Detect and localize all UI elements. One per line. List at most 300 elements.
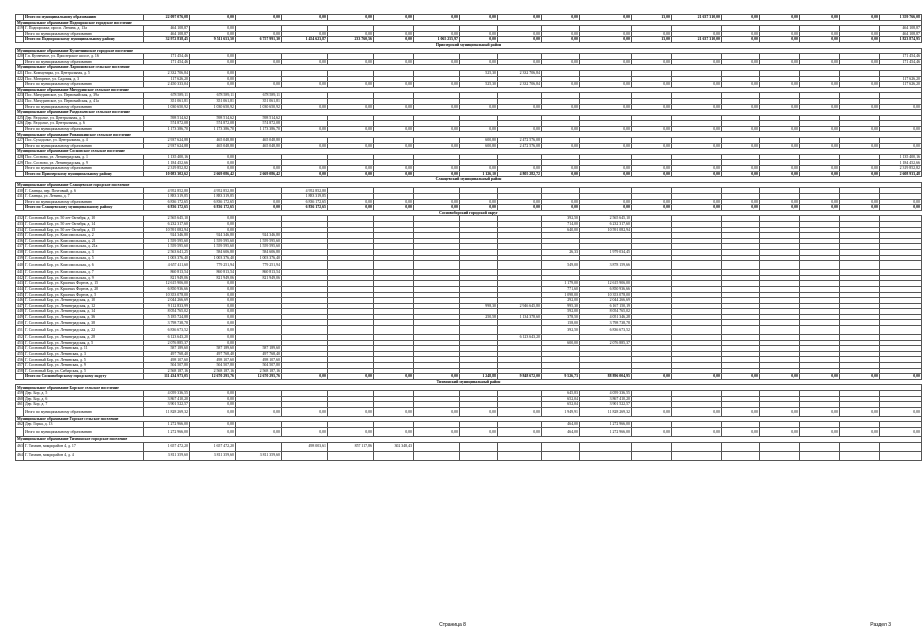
address-cell: Г. Сосновый Бор, ул. Комсомольская, д. 2 xyxy=(24,233,144,239)
amount-cell: 1 179,00 xyxy=(542,281,580,287)
amount-cell: 1 135 400,16 xyxy=(880,154,922,160)
amount-cell: 0,00 xyxy=(460,59,498,65)
amount-cell xyxy=(840,261,880,270)
amount-cell: 0,00 xyxy=(328,407,374,416)
amount-cell: 924 346,80 xyxy=(190,233,236,239)
amount-cell: 4 805 282,72 xyxy=(498,171,542,177)
amount-cell: 6 836 172,65 xyxy=(190,205,236,211)
address-cell: Г. Сосновый Бор, ул. 50 лет Октября, д. 10 xyxy=(24,216,144,222)
amount-cell: 0,00 xyxy=(498,104,542,110)
municipality-title: Муниципальное образование Сосновское сельское поселение xyxy=(16,149,922,155)
amount-cell: 1 657 472,20 xyxy=(144,442,190,451)
amount-cell: 0,00 xyxy=(282,171,328,177)
amount-cell: 0,00 xyxy=(328,104,374,110)
amount-cell: 0,00 xyxy=(414,427,460,436)
amount-cell: 171 454,46 xyxy=(144,54,190,60)
amount-cell: 0,00 xyxy=(460,31,498,37)
address-cell: Итого по Сланцевскому муниципальному району xyxy=(24,205,144,211)
amount-cell: 0,00 xyxy=(236,59,282,65)
row-number: 462 xyxy=(17,422,23,427)
amount-cell: 13,00 xyxy=(632,15,672,21)
amount-cell: 678 589,11 xyxy=(144,93,190,99)
amount-cell: 2 319 852,82 xyxy=(880,166,922,172)
amount-cell: 0,00 xyxy=(414,82,460,88)
amount-cell: 1 173 386,70 xyxy=(236,126,282,132)
amount-cell: 8 054 765,02 xyxy=(580,309,632,315)
amount-cell: 10 353 078,00 xyxy=(144,292,190,298)
amount-cell xyxy=(542,442,580,451)
address-cell: Итого по муниципальному образованию xyxy=(24,59,144,65)
amount-cell: 0,00 xyxy=(236,31,282,37)
row-number: 430 xyxy=(17,188,23,193)
amount-cell: 1 184 452,66 xyxy=(144,160,190,166)
amount-cell: 574 872,08 xyxy=(144,121,190,127)
row-number xyxy=(16,427,24,436)
amount-cell: 860 813,54 xyxy=(144,270,190,276)
amount-cell: 0,00 xyxy=(190,309,236,315)
amount-cell: 12 615 906,00 xyxy=(580,281,632,287)
amount-cell xyxy=(414,442,460,451)
address-cell: Дер. Раздолье, ул. Центральная, д. 6 xyxy=(24,121,144,127)
amount-cell: 0,00 xyxy=(632,82,672,88)
amount-cell: 0,00 xyxy=(542,37,580,43)
address-cell: Пос. Коммунары, ул. Центральная, д. 5 xyxy=(24,70,144,76)
amount-cell: 0,00 xyxy=(498,37,542,43)
address-cell: Итого по муниципальному образованию xyxy=(24,427,144,436)
amount-cell: 117 626,20 xyxy=(144,76,190,82)
amount-cell: 6 232 317,60 xyxy=(144,221,190,227)
amount-cell xyxy=(328,326,374,335)
municipality-title: Муниципальное образование Ромашкинское сельское поселение xyxy=(16,132,922,138)
amount-cell: 0,00 xyxy=(800,82,840,88)
amount-cell: 4 051 346,28 xyxy=(580,314,632,320)
amount-cell: 21 637 310,00 xyxy=(672,15,722,21)
amount-cell: 497 768,40 xyxy=(236,351,282,357)
amount-cell: 11 828 269,32 xyxy=(580,407,632,416)
address-cell: Пос. Сосново, ул. Ленинградская, д. 9 xyxy=(24,160,144,166)
amount-cell: 0,00 xyxy=(800,205,840,211)
amount-cell: 600,80 xyxy=(460,138,498,144)
amount-cell: 2 568 187,16 xyxy=(190,368,236,374)
amount-cell: 592,00 xyxy=(542,309,580,315)
amount-cell: 587 189,60 xyxy=(144,346,190,352)
address-cell: Г. Сосновый Бор, ул. Ленинградская, д. 28 xyxy=(24,335,144,341)
amount-cell: 0,00 xyxy=(722,59,760,65)
amount-cell xyxy=(800,261,840,270)
amount-cell: 0,00 xyxy=(580,59,632,65)
amount-cell: 0,00 xyxy=(722,31,760,37)
municipality-title: Муниципальное образование Ларионовское сельское поселение xyxy=(16,65,922,71)
amount-cell: 2 669 086,42 xyxy=(190,171,236,177)
amount-cell: 2 472 576,08 xyxy=(498,138,542,144)
amount-cell: 250,58 xyxy=(460,314,498,320)
amount-cell: 292,00 xyxy=(542,298,580,304)
amount-cell: 0,00 xyxy=(800,171,840,177)
amount-cell: 2 565 645,10 xyxy=(144,216,190,222)
row-number: 427 xyxy=(17,138,23,143)
amount-cell: 995,30 xyxy=(542,303,580,309)
amount-cell xyxy=(880,442,922,451)
address-cell: Г. Сосновый Бор, ул. Ленинградская, д. 22 xyxy=(24,326,144,335)
amount-cell: 0,00 xyxy=(460,126,498,132)
amount-cell: 0,00 xyxy=(880,126,922,132)
amount-cell: 0,00 xyxy=(880,104,922,110)
amount-cell: 3 867 410,20 xyxy=(144,396,190,402)
amount-cell xyxy=(800,451,840,460)
amount-cell: 0,00 xyxy=(236,15,282,21)
subtotal-row xyxy=(16,407,922,416)
amount-cell: 0,00 xyxy=(672,199,722,205)
amount-cell: 0,00 xyxy=(374,427,414,436)
amount-cell xyxy=(632,261,672,270)
amount-cell: 0,00 xyxy=(760,171,800,177)
amount-cell: 3 798 738,78 xyxy=(580,320,632,326)
amount-cell: 0,00 xyxy=(542,15,580,21)
amount-cell: 0,00 xyxy=(414,205,460,211)
amount-cell xyxy=(498,261,542,270)
address-cell: Дер. Бор, д. 6 xyxy=(24,396,144,402)
amount-cell: 1 126,10 xyxy=(460,171,498,177)
amount-cell: 924 346,80 xyxy=(236,233,282,239)
amount-cell: 1 883 319,85 xyxy=(282,194,328,200)
amount-cell: 0,00 xyxy=(190,76,236,82)
row-number: 439 xyxy=(17,255,23,260)
amount-cell: 5 185 724,88 xyxy=(144,314,190,320)
amount-cell xyxy=(672,451,722,460)
amount-cell xyxy=(632,451,672,460)
amount-cell: 0,00 xyxy=(190,281,236,287)
amount-cell: 0,00 xyxy=(760,407,800,416)
amount-cell xyxy=(840,326,880,335)
amount-cell: 32 972 838,45 xyxy=(144,37,190,43)
building-row xyxy=(16,261,922,270)
amount-cell: 2 044 266,69 xyxy=(144,298,190,304)
amount-cell: 1 559 595,60 xyxy=(190,238,236,244)
amount-cell: 6 836 673,52 xyxy=(580,326,632,335)
amount-cell: 0,00 xyxy=(374,104,414,110)
row-number: 464 xyxy=(16,451,24,460)
amount-cell: 0,00 xyxy=(328,15,374,21)
amount-cell: 6 836 172,65 xyxy=(190,199,236,205)
amount-cell: 0,00 xyxy=(542,171,580,177)
amount-cell: 0,00 xyxy=(414,15,460,21)
amount-cell: 2 946 645,80 xyxy=(498,303,542,309)
amount-cell xyxy=(722,261,760,270)
amount-cell: 6 167 150,19 xyxy=(580,303,632,309)
amount-cell: 464 108,87 xyxy=(880,31,922,37)
amount-cell xyxy=(840,442,880,451)
amount-cell: 0,00 xyxy=(722,104,760,110)
amount-cell: 6 836 673,52 xyxy=(144,326,190,335)
amount-cell: 584 606,80 xyxy=(236,249,282,255)
amount-cell: 0,00 xyxy=(190,303,236,309)
amount-cell xyxy=(374,451,414,460)
amount-cell: 497 768,40 xyxy=(190,351,236,357)
amount-cell: 0,00 xyxy=(760,126,800,132)
municipality-title: Муниципальное образование Борское сельское поселение xyxy=(16,385,922,391)
amount-cell: 0,00 xyxy=(542,82,580,88)
address-cell: Г. Сосновый Бор, ул. Комсомольская, д. 7 xyxy=(24,270,144,276)
row-number: 452 xyxy=(17,335,23,340)
amount-cell: 0,00 xyxy=(190,427,236,436)
amount-cell: 0,00 xyxy=(840,427,880,436)
amount-cell: 0,00 xyxy=(328,166,374,172)
amount-cell xyxy=(840,451,880,460)
amount-cell: 6 757 991,30 xyxy=(236,37,282,43)
amount-cell: 498 107,60 xyxy=(190,357,236,363)
amount-cell: 600,00 xyxy=(542,340,580,346)
amount-cell: 584 606,80 xyxy=(190,249,236,255)
amount-cell: 0,00 xyxy=(542,126,580,132)
amount-cell: 6 836 172,65 xyxy=(282,205,328,211)
amount-cell: 924 346,80 xyxy=(144,233,190,239)
amount-cell: 0,00 xyxy=(672,407,722,416)
amount-cell: 0,00 xyxy=(542,59,580,65)
row-number: 420 xyxy=(17,54,23,59)
municipality-title: Муниципальное образование Подпорожское городское поселение xyxy=(16,20,922,26)
address-cell: Г. Тихвин, микрорайон 4, д. 4 xyxy=(24,451,144,460)
amount-cell: 0,00 xyxy=(190,292,236,298)
municipality-title: Муниципальное образование Раздольевское сельское поселение xyxy=(16,110,922,116)
amount-cell: 0,00 xyxy=(498,407,542,416)
amount-cell: 0,00 xyxy=(374,143,414,149)
amount-cell: 1 030 650,92 xyxy=(144,104,190,110)
amount-cell: 0,00 xyxy=(328,59,374,65)
address-cell: Г. Сланцы, пер. Почтовый, д. 6 xyxy=(24,188,144,194)
amount-cell: 1 359 766,08 xyxy=(880,15,922,21)
amount-cell: 0,00 xyxy=(190,402,236,408)
amount-cell: 3 798 738,78 xyxy=(144,320,190,326)
row-number: 454 xyxy=(17,346,23,351)
amount-cell: 0,00 xyxy=(632,374,672,380)
amount-cell: 1 184 452,66 xyxy=(880,160,922,166)
amount-cell: 6 123 643,20 xyxy=(144,335,190,341)
amount-cell: 0,00 xyxy=(542,143,580,149)
amount-cell: 0,00 xyxy=(672,427,722,436)
amount-cell: 0,00 xyxy=(672,59,722,65)
amount-cell: 0,00 xyxy=(460,104,498,110)
amount-cell: 464 108,87 xyxy=(144,31,190,37)
amount-cell: 1 883 319,85 xyxy=(190,194,236,200)
amount-cell: 12 670 295,76 xyxy=(236,374,282,380)
address-cell: Г. Сосновый Бор, ул. Ленинградская, д. 38 xyxy=(24,320,144,326)
amount-cell: 1 559 595,60 xyxy=(144,244,190,250)
address-cell: Г. Сосновый Бор, ул. Ленинская, д. 11 xyxy=(24,346,144,352)
amount-cell: 0,00 xyxy=(460,199,498,205)
section-label: Раздел 3 xyxy=(870,622,891,628)
amount-cell: 0,00 xyxy=(632,205,672,211)
amount-cell: 0,00 xyxy=(374,407,414,416)
amount-cell: 0,00 xyxy=(722,82,760,88)
address-cell: Пос. Мичуринское, ул. Первомайская, д. 41а xyxy=(24,98,144,104)
amount-cell: 2 332 706,84 xyxy=(498,82,542,88)
amount-cell: 0,00 xyxy=(840,171,880,177)
amount-cell: 2 565 645,10 xyxy=(580,216,632,222)
amount-cell: 4 059 336,55 xyxy=(580,391,632,397)
amount-cell: 0,00 xyxy=(414,104,460,110)
address-cell: Г. Сосновый Бор, ул. Красных Фортов, д. 20 xyxy=(24,286,144,292)
amount-cell: 6 232 317,60 xyxy=(580,221,632,227)
amount-cell xyxy=(498,326,542,335)
amount-cell: 0,00 xyxy=(880,199,922,205)
amount-cell: 0,00 xyxy=(190,54,236,60)
address-cell: Г. Сосновый Бор, ул. Красных Фортов, д. 15 xyxy=(24,281,144,287)
amount-cell: 779 251,94 xyxy=(190,261,236,270)
amount-cell: 0,00 xyxy=(840,143,880,149)
amount-cell: 0,00 xyxy=(374,126,414,132)
row-number: 423 xyxy=(17,93,23,98)
amount-cell: 0,00 xyxy=(760,104,800,110)
amount-cell: 0,00 xyxy=(760,143,800,149)
amount-cell: 1 098,00 xyxy=(542,292,580,298)
amount-cell xyxy=(672,261,722,270)
amount-cell: 0,00 xyxy=(840,15,880,21)
amount-cell: 0,00 xyxy=(414,143,460,149)
amount-cell: 0,00 xyxy=(282,59,328,65)
row-number: 450 xyxy=(17,320,23,325)
amount-cell: 2 937 624,88 xyxy=(144,138,190,144)
amount-cell: 0,00 xyxy=(190,335,236,341)
amount-cell: 2 319 852,82 xyxy=(144,166,190,172)
address-cell: Пос. Суходолье, ул. Центральная, д. 4 xyxy=(24,138,144,144)
address-cell: Итого по муниципальному образованию xyxy=(24,166,144,172)
amount-cell: 0,00 xyxy=(632,407,672,416)
amount-cell: 0,00 xyxy=(880,205,922,211)
amount-cell: 0,00 xyxy=(722,126,760,132)
amount-cell: 652,04 xyxy=(542,402,580,408)
amount-cell: 464 108,87 xyxy=(880,26,922,32)
amount-cell: 0,00 xyxy=(580,15,632,21)
row-number: 458 xyxy=(17,368,23,373)
amount-cell: 0,00 xyxy=(580,166,632,172)
amount-cell xyxy=(880,261,922,270)
amount-cell: 1 559 595,60 xyxy=(144,238,190,244)
amount-cell: 0,00 xyxy=(840,37,880,43)
district-title: Сосновоборский городской округ xyxy=(16,210,922,216)
amount-cell: 0,00 xyxy=(542,31,580,37)
amount-cell: 779 251,94 xyxy=(236,261,282,270)
amount-cell xyxy=(414,326,460,335)
amount-cell: 0,00 xyxy=(800,59,840,65)
amount-cell: 0,00 xyxy=(414,59,460,65)
amount-cell: 0,00 xyxy=(190,166,236,172)
amount-cell: 0,00 xyxy=(190,326,236,335)
amount-cell: 4 952 852,80 xyxy=(144,188,190,194)
row-number: 455 xyxy=(17,351,23,356)
amount-cell: 600,80 xyxy=(460,143,498,149)
amount-cell: 587 189,60 xyxy=(236,346,282,352)
amount-cell: 0,00 xyxy=(328,31,374,37)
amount-cell: 88 896 004,95 xyxy=(580,374,632,380)
amount-cell: 4 059 336,55 xyxy=(144,391,190,397)
amount-cell: 821 949,06 xyxy=(190,275,236,281)
amount-cell xyxy=(460,442,498,451)
page-number: Страница 8 xyxy=(439,622,466,628)
amount-cell: 0,00 xyxy=(800,427,840,436)
amount-cell: 0,00 xyxy=(760,205,800,211)
amount-cell xyxy=(328,261,374,270)
row-number: 460 xyxy=(17,396,23,401)
amount-cell: 0,00 xyxy=(840,205,880,211)
row-number: 421 xyxy=(17,71,23,76)
amount-cell: 464,00 xyxy=(542,427,580,436)
amount-cell: 0,00 xyxy=(374,15,414,21)
amount-cell: 0,00 xyxy=(760,427,800,436)
amount-cell: 0,00 xyxy=(328,205,374,211)
amount-cell: 0,00 xyxy=(190,340,236,346)
row-number: 433 xyxy=(17,222,23,227)
amount-cell xyxy=(460,326,498,335)
amount-cell: 0,00 xyxy=(840,199,880,205)
amount-cell xyxy=(236,326,282,335)
row-number: 443 xyxy=(17,281,23,286)
amount-cell: 498 003,61 xyxy=(282,442,328,451)
address-cell: Г. Сосновый Бор, ул. Ленинградская, д. 14 xyxy=(24,309,144,315)
amount-cell: 171 454,46 xyxy=(144,59,190,65)
amount-cell: 0,00 xyxy=(580,82,632,88)
amount-cell: 233 760,56 xyxy=(328,37,374,43)
amount-cell: 0,00 xyxy=(190,15,236,21)
amount-cell: 378,50 xyxy=(542,314,580,320)
amount-cell: 0,00 xyxy=(580,143,632,149)
amount-cell: 0,00 xyxy=(190,82,236,88)
amount-cell: 10 591 082,94 xyxy=(144,227,190,233)
amount-cell: 0,00 xyxy=(672,104,722,110)
address-cell: Г. Сосновый Бор, ул. Ленинская, д. 9 xyxy=(24,363,144,369)
address-cell: Г. Сосновый Бор, ул. Ленинская, д. 5 xyxy=(24,357,144,363)
address-cell: Г. Сланцы, ул. Ленина, д. 7 xyxy=(24,194,144,200)
amount-cell: 0,00 xyxy=(282,15,328,21)
amount-cell: 0,00 xyxy=(632,59,672,65)
amount-cell: 0,00 xyxy=(282,407,328,416)
amount-cell: 464 108,87 xyxy=(144,26,190,32)
amount-cell: 2 044 266,69 xyxy=(580,298,632,304)
amount-cell: 0,00 xyxy=(498,15,542,21)
amount-cell: 1 135 400,16 xyxy=(144,154,190,160)
amount-cell: 3 811 359,60 xyxy=(190,451,236,460)
amount-cell: 1 272 966,00 xyxy=(144,422,190,428)
address-cell: Г. Сосновый Бор, ул. Ленинградская, д. 36 xyxy=(24,314,144,320)
amount-cell xyxy=(282,326,328,335)
amount-cell: 0,00 xyxy=(190,227,236,233)
amount-cell: 3 878 159,66 xyxy=(580,261,632,270)
amount-cell: 0,00 xyxy=(632,31,672,37)
amount-cell: 2 669 086,42 xyxy=(236,171,282,177)
amount-cell: 587 189,60 xyxy=(190,346,236,352)
amount-cell: 860 813,54 xyxy=(190,270,236,276)
address-cell: Г. Сосновый Бор, ул. 50 лет Октября, д. 15 xyxy=(24,227,144,233)
amount-cell: 0,00 xyxy=(190,407,236,416)
address-cell: Дер. Бор, д. 7 xyxy=(24,402,144,408)
amount-cell: 0,00 xyxy=(498,166,542,172)
amount-cell: 0,00 xyxy=(722,427,760,436)
amount-cell: 465 048,80 xyxy=(236,143,282,149)
amount-cell: 0,00 xyxy=(722,166,760,172)
amount-cell: 1 559 595,60 xyxy=(236,244,282,250)
address-cell: Г. Сосновый Бор, ул. 50 лет Октября, д. 14 xyxy=(24,221,144,227)
row-number: 431 xyxy=(17,194,23,199)
amount-cell: 117 626,20 xyxy=(880,76,922,82)
amount-cell: 0,00 xyxy=(722,374,760,380)
row-number: 434 xyxy=(17,227,23,232)
amount-cell: 0,00 xyxy=(414,166,460,172)
municipality-title: Муниципальное образование Горское сельское поселение xyxy=(16,416,922,422)
amount-cell: 21 637 310,00 xyxy=(672,37,722,43)
amount-cell: 1 003 376,40 xyxy=(236,255,282,261)
amount-cell: 392,50 xyxy=(542,216,580,222)
amount-cell: 0,00 xyxy=(840,407,880,416)
amount-cell xyxy=(374,326,414,335)
